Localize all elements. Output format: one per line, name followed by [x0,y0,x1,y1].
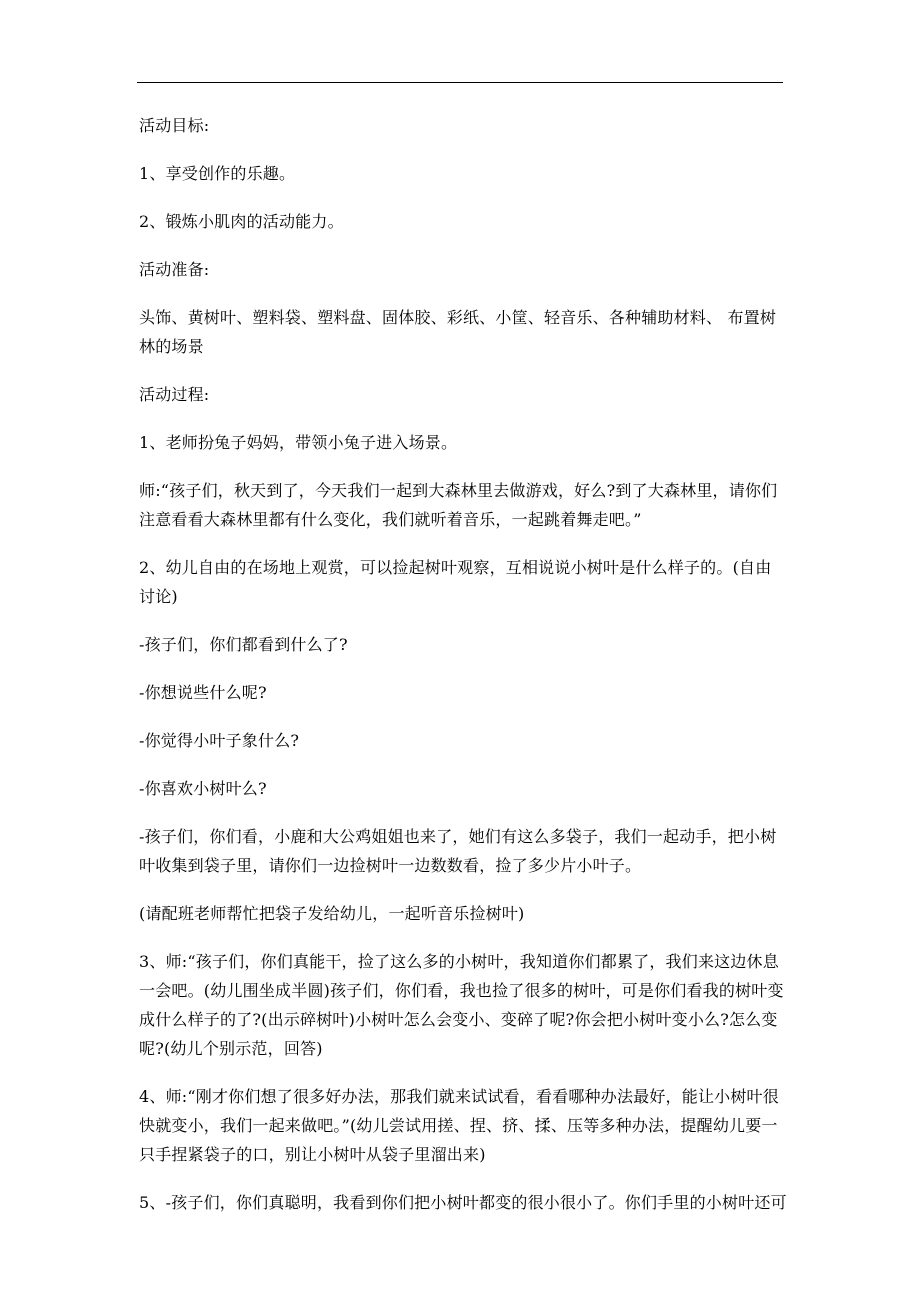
question-item-5: -孩子们，你们看，小鹿和大公鸡姐姐也来了，她们有这么多袋子，我们一起动手，把小树叶收集到袋子里，请你们一边捡树叶一边数数看，捡了多少片小叶子。 [139,827,777,875]
process-step-1: 1、老师扮兔子妈妈，带领小兔子进入场景。 [139,433,458,452]
teacher-note: (请配班老师帮忙把袋子发给幼儿，一起听音乐捡树叶) [139,904,525,923]
question-item-1: -孩子们，你们都看到什么了? [139,635,348,654]
header-rule [137,82,783,83]
teacher-speech-1: 师:“孩子们，秋天到了，今天我们一起到大森林里去做游戏，好么?到了大森林里，请你们注意看看大森林里都有什么变化，我们就听着音乐，一起跳着舞走吧。” [139,481,778,529]
goal-item-2: 2、锻炼小肌肉的活动能力。 [139,212,344,231]
section-heading-preparation: 活动准备: [139,260,210,279]
process-step-2: 2、幼儿自由的在场地上观赏，可以捡起树叶观察，互相说说小树叶是什么样子的。(自由讨论) [139,558,772,606]
question-item-2: -你想说些什么呢? [139,683,267,702]
preparation-materials: 头饰、黄树叶、塑料袋、塑料盘、固体胶、彩纸、小筐、轻音乐、各种辅助材料、 布置树林的场景 [139,308,777,356]
process-step-5: 5、-孩子们，你们真聪明，我看到你们把小树叶都变的很小很小了。你们手里的小树叶还可 [139,1193,787,1212]
question-item-3: -你觉得小叶子象什么? [139,731,300,750]
section-heading-goals: 活动目标: [139,116,210,135]
question-item-4: -你喜欢小树叶么? [139,779,267,798]
section-heading-process: 活动过程: [139,385,210,404]
process-step-3: 3、师:“孩子们，你们真能干，捡了这么多的小树叶，我知道你们都累了，我们来这边休息一会吧。(幼儿围坐成半圆)孩子们，你们看，我也捡了很多的树叶，可是你们看我的树叶变成什么样子的了?(出示碎树叶)小树叶怎么会变小、变碎了呢?你会把小树叶变小么?怎么变呢?(幼儿个别示范，回答) [139,952,784,1058]
process-step-4: 4、师:“刚才你们想了很多好办法，那我们就来试试看，看看哪种办法最好，能让小树叶很快就变小，我们一起来做吧。”(幼儿尝试用搓、捏、挤、揉、压等多种办法，提醒幼儿要一只手捏紧袋子的口，别让小树叶从袋子里溜出来) [139,1087,779,1164]
document-body [139,111,787,1236]
goal-item-1: 1、享受创作的乐趣。 [139,164,296,183]
